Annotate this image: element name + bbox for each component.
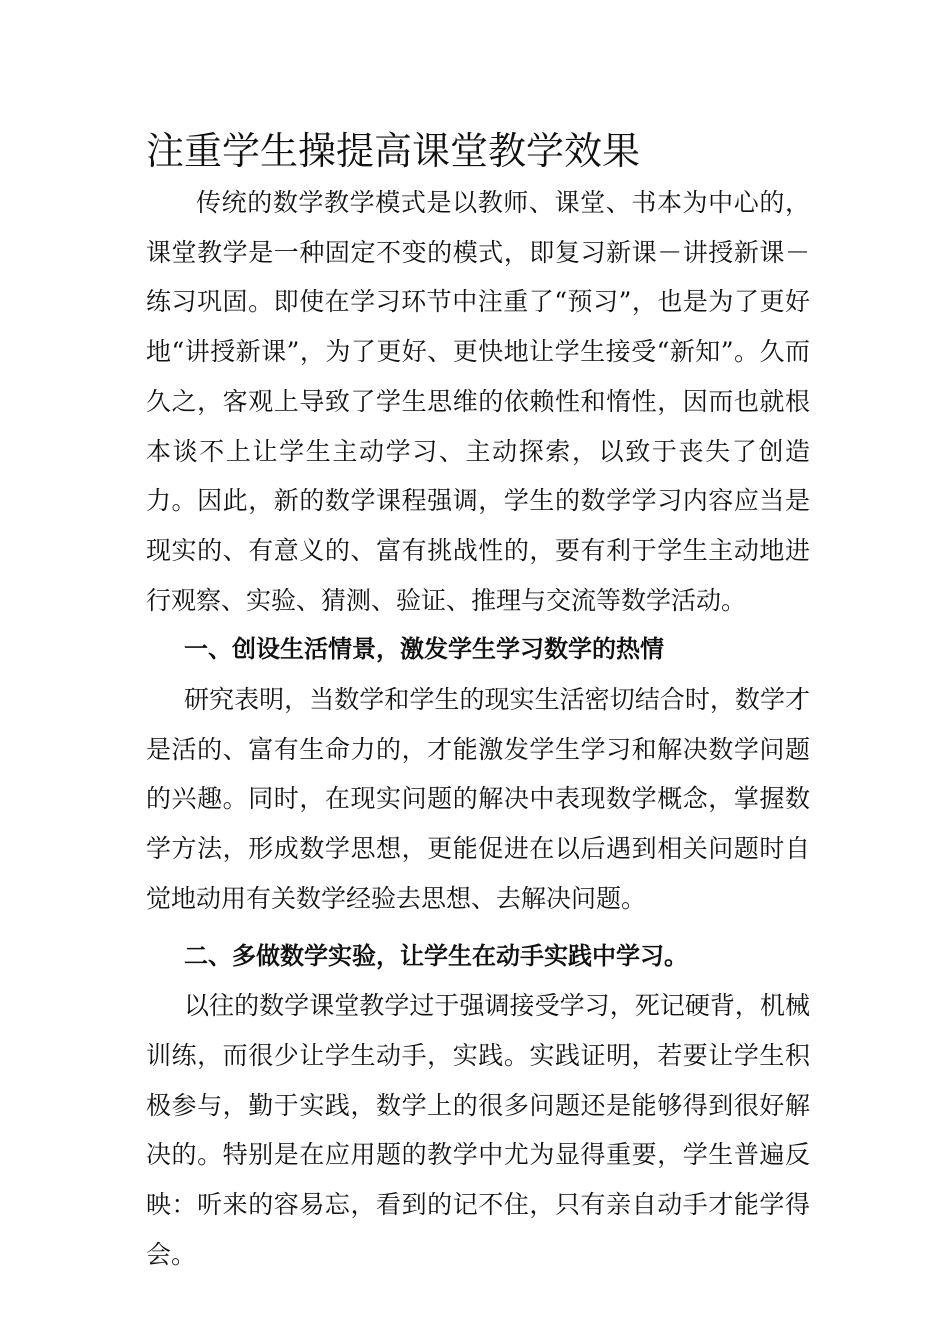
document-body [146,178,810,1279]
section-heading-2: 二、多做数学实验，让学生在动手实践中学习。 [184,941,688,970]
section-heading-1: 一、创设生活情景，激发学生学习数学的热情 [184,635,664,664]
section-paragraph-1: 研究表明，当数学和学生的现实生活密切结合时，数学才是活的、富有生命力的，才能激发学生学习和解决数学问题的兴趣。同时，在现实问题的解决中表现数学概念，掌握数学方法，形成数学思想，更能促进在以后遇到相关问题时自觉地动用有关数学经验去思想、去解决问题。 [146,685,810,913]
section-paragraph-2: 以往的数学课堂教学过于强调接受学习，死记硬背，机械训练，而很少让学生动手，实践。实践证明，若要让学生积极参与，勤于实践，数学上的很多问题还是能够得到很好解决的。特别是在应用题的教学中尤为显得重要，学生普遍反映：听来的容易忘，看到的记不住，只有亲自动手才能学得会。 [146,991,810,1269]
intro-paragraph: 传统的数学教学模式是以教师、课堂、书本为中心的，课堂教学是一种固定不变的模式，即复习新课－讲授新课－练习巩固。即使在学习环节中注重了“预习”，也是为了更好地“讲授新课”，为了更好、更快地让学生接受“新知”。久而久之，客观上导致了学生思维的依赖性和惰性，因而也就根本谈不上让学生主动学习、主动探索，以致于丧失了创造力。因此，新的数学课程强调，学生的数学学习内容应当是现实的、有意义的、富有挑战性的，要有利于学生主动地进行观察、实验、猜测、验证、推理与交流等数学活动。 [146,188,810,615]
section-spacer [146,924,810,932]
document-title: 注重学生操提高课堂教学效果 [146,129,641,173]
